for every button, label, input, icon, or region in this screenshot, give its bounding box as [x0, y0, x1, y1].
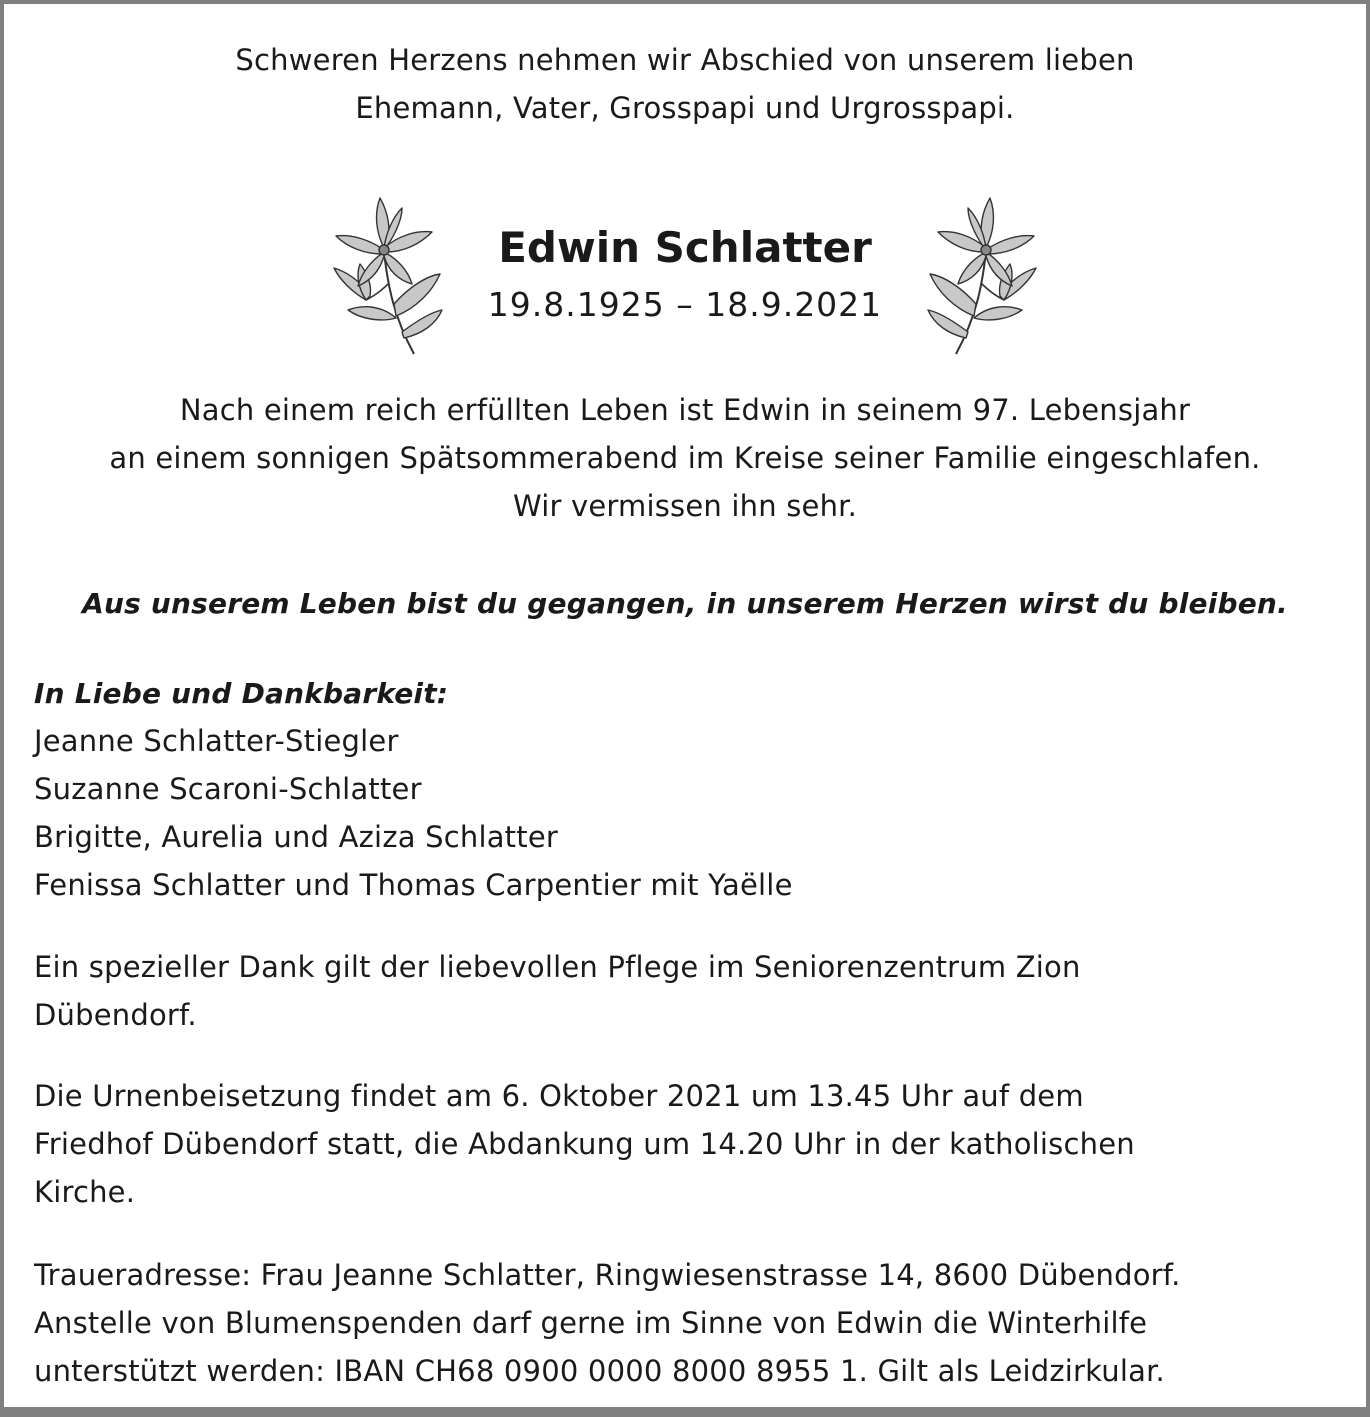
lily-flower-icon: [322, 192, 446, 360]
lily-flower-icon: [924, 192, 1048, 360]
mourner-name: Fenissa Schlatter und Thomas Carpentier mit Yaëlle: [34, 868, 793, 902]
funeral-line: Friedhof Dübendorf statt, die Abdankung um 14.20 Uhr in der katholischen: [34, 1127, 1135, 1161]
address-line: Anstelle von Blumenspenden darf gerne im Sinne von Edwin die Winterhilfe: [34, 1306, 1148, 1340]
mourner-name: Brigitte, Aurelia und Aziza Schlatter: [34, 820, 558, 854]
mourning-address: [34, 1251, 1344, 1395]
body-line: Wir vermissen ihn sehr.: [512, 489, 858, 523]
special-thanks: [34, 943, 1344, 1039]
special-thanks-line: Dübendorf.: [34, 998, 197, 1032]
mourner-name: Suzanne Scaroni-Schlatter: [34, 772, 422, 806]
address-line: Traueradresse: Frau Jeanne Schlatter, Ringwiesenstrasse 14, 8600 Dübendorf.: [34, 1258, 1181, 1292]
special-thanks-line: Ein spezieller Dank gilt der liebevollen Pflege im Seniorenzentrum Zion: [34, 950, 1081, 984]
body-line: an einem sonnigen Spätsommerabend im Kreise seiner Familie eingeschlafen.: [109, 441, 1261, 475]
funeral-line: Kirche.: [34, 1175, 136, 1209]
deceased-name: Edwin Schlatter: [498, 223, 872, 272]
obituary-body: [0, 386, 1370, 530]
funeral-line: Die Urnenbeisetzung findet am 6. Oktober 2021 um 13.45 Uhr auf dem: [34, 1079, 1084, 1113]
mourner-name: Jeanne Schlatter-Stiegler: [34, 724, 399, 758]
mourners-heading: In Liebe und Dankbarkeit:: [34, 677, 449, 710]
intro-line: Ehemann, Vater, Grosspapi und Urgrosspapi.: [355, 91, 1015, 125]
funeral-info: [34, 1072, 1344, 1216]
intro-line: Schweren Herzens nehmen wir Abschied von unserem lieben: [235, 43, 1135, 77]
motto: Aus unserem Leben bist du gegangen, in unserem Herzen wirst du bleiben.: [82, 587, 1288, 620]
mourners-list: [34, 717, 1344, 909]
body-line: Nach einem reich erfüllten Leben ist Edwin in seinem 97. Lebensjahr: [179, 393, 1191, 427]
intro-text: [0, 36, 1370, 132]
address-line: unterstützt werden: IBAN CH68 0900 0000 8000 8955 1. Gilt als Leidzirkular.: [34, 1354, 1165, 1388]
life-dates: 19.8.1925 – 18.9.2021: [487, 285, 883, 324]
